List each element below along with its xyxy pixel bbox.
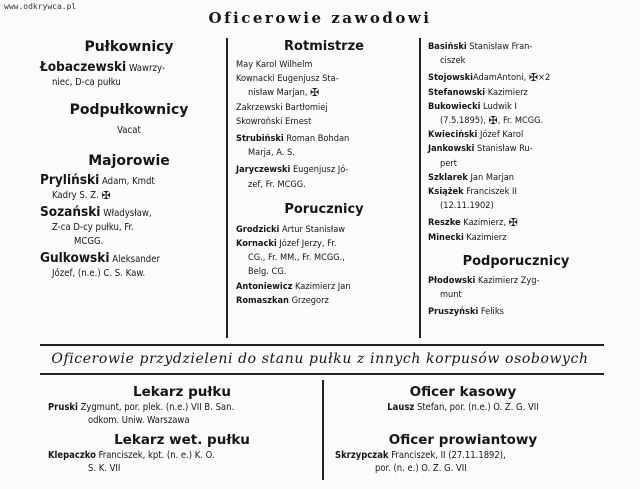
- surname: Skrzypczak: [335, 450, 389, 461]
- surname: Książek: [428, 186, 464, 198]
- surname: Antoniewicz: [236, 280, 293, 292]
- column-divider-right: [419, 38, 421, 338]
- entry-pruski: Pruski Zygmunt, por. plek. (n.e.) VII B. San. odkom. Uniw. Warszawa: [48, 402, 235, 426]
- cross-icon: ✠: [488, 114, 498, 128]
- surname: Płodowski: [428, 274, 476, 286]
- surname: Sozański: [40, 204, 101, 220]
- entry-skowronski: Skowroński Ernest: [236, 115, 312, 127]
- surname: Szklarek: [428, 171, 468, 183]
- entry-romaszkan: Romaszkan Grzegorz: [236, 294, 329, 306]
- heading-oficer-kasowy: Oficer kasowy: [409, 384, 517, 400]
- surname: Grodzicki: [236, 223, 280, 235]
- surname: Lausz: [387, 402, 415, 413]
- entry-lausz: Lausz Stefan, por. (n.e.) O. Z. G. VII: [387, 402, 539, 413]
- entry-ksiazek: Książek Franciszek II (12.11.1902): [428, 186, 517, 212]
- entry-minecki: Minecki Kazimierz: [428, 231, 507, 243]
- entry-basinski: Basiński Stanisław Fran- ciszek: [428, 41, 533, 67]
- section-divider-top: [40, 344, 604, 346]
- entry-stojowski: StojowskiAdamAntoni, ✠×2: [428, 71, 551, 85]
- surname: Bukowiecki: [428, 100, 481, 112]
- entry-may: May Karol Wilhelm: [236, 59, 313, 70]
- entry-kownacki: Kownacki Eugenjusz Sta- nisław Marjan, ✠: [236, 73, 339, 100]
- cross-icon: ✠: [508, 216, 518, 230]
- page-title: Oficerowie zawodowi: [208, 9, 432, 27]
- entry-vacat: Vacat: [117, 125, 141, 136]
- column-divider-left: [226, 38, 228, 338]
- bottom-column-divider: [322, 380, 324, 480]
- heading-rotmistrze: Rotmistrze: [284, 39, 364, 54]
- surname: Strubiński: [236, 133, 284, 145]
- entry-grodzicki: Grodzicki Artur Stanisław: [236, 223, 346, 235]
- surname: Stefanowski: [428, 86, 486, 98]
- entry-gulkowski: Gulkowski Aleksander Józef, (n.e.) C. S. Kaw.: [40, 250, 160, 279]
- surname: Kwieciński: [428, 129, 478, 141]
- watermark: www.odkrywca.pl: [4, 2, 77, 11]
- heading-porucznicy: Porucznicy: [284, 201, 364, 217]
- surname: Łobaczewski: [40, 59, 127, 75]
- entry-stefanowski: Stefanowski Kazimierz: [428, 86, 528, 98]
- heading-lekarz-wet: Lekarz wet. pułku: [114, 432, 250, 448]
- heading-oficer-prowiantowy: Oficer prowiantowy: [388, 432, 538, 448]
- entry-kwiecinski: Kwieciński Józef Karol: [428, 129, 524, 141]
- entry-skrzypczak: Skrzypczak Franciszek, II (27.11.1892), por. (n. e.) O. Z. G. VII: [335, 450, 506, 474]
- cross-icon: ✠: [528, 71, 539, 85]
- entry-plodowski: Płodowski Kazimierz Zyg- munt: [428, 274, 540, 301]
- entry-szklarek: Szklarek Jan Marjan: [428, 171, 515, 183]
- entry-reszke: Reszke Kazimierz, ✠: [428, 216, 518, 230]
- surname: Pruszyński: [428, 306, 479, 318]
- section-subtitle: Oficerowie przydzieleni do stanu pułku z innych korpusów osobowych: [51, 351, 589, 367]
- cross-icon: ✠: [310, 86, 320, 100]
- surname: Kornacki: [236, 238, 277, 250]
- surname: Minecki: [428, 231, 464, 243]
- surname: Klepaczko: [48, 450, 96, 461]
- surname: Gulkowski: [40, 250, 110, 266]
- entry-antoniewicz: Antoniewicz Kazimierz Jan: [236, 280, 351, 292]
- entry-kornacki: Kornacki Józef Jerzy, Fr. CG., Fr. MM., Fr. MCGG., Belg. CG.: [236, 238, 345, 278]
- column-rotmistrze-porucznicy: [236, 38, 412, 308]
- entry-pruszynski: Pruszyński Feliks: [428, 306, 504, 318]
- surname: Reszke: [428, 217, 461, 229]
- entry-jaryczewski: Jaryczewski Eugenjusz Jó- zef, Fr. MCGG.: [236, 164, 349, 190]
- entry-klepaczko: Klepaczko Franciszek, kpt. (n. e.) K. O. S. K. VII: [48, 450, 215, 474]
- heading-pulkownicy: Pułkownicy: [84, 39, 174, 55]
- entry-jankowski: Jankowski Stanisław Ru- pert: [428, 143, 533, 169]
- entry-lobaczewski: Łobaczewski Wawrzy- niec, D-ca pułku: [40, 59, 165, 88]
- section-divider-bottom: [40, 373, 604, 375]
- bottom-left-section: [48, 383, 316, 475]
- surname: Basiński: [428, 41, 467, 52]
- surname: Pryliński: [40, 172, 100, 188]
- cross-icon: ✠: [101, 189, 111, 202]
- column-colonels-majors: [40, 38, 218, 281]
- surname: Pruski: [48, 402, 78, 413]
- surname: Jankowski: [428, 143, 475, 155]
- heading-lekarz-pulku: Lekarz pułku: [133, 384, 231, 400]
- entry-strubinski: Strubiński Roman Bohdan Marja, A. S.: [236, 133, 350, 159]
- entry-bukowiecki: Bukowiecki Ludwik I (7.5.1895), ✠, Fr. MCGG.: [428, 100, 544, 128]
- heading-podporucznicy: Podporucznicy: [462, 253, 570, 269]
- column-porucznicy-cont: [428, 38, 604, 319]
- bottom-right-section: [335, 383, 591, 475]
- surname: Jaryczewski: [236, 164, 291, 176]
- heading-majorowie: Majorowie: [88, 153, 170, 169]
- entry-prylinski: Pryliński Adam, Kmdt Kadry S. Z. ✠: [40, 172, 155, 202]
- entry-sozanski: Sozański Władysław, Z-ca D-cy pułku, Fr. MCGG.: [40, 204, 152, 247]
- entry-zakrzewski: Zakrzewski Bartłomiej: [236, 101, 328, 113]
- heading-podpulkownicy: Podpułkownicy: [69, 102, 189, 118]
- surname: Stojowski: [428, 72, 473, 84]
- surname: Romaszkan: [236, 294, 289, 306]
